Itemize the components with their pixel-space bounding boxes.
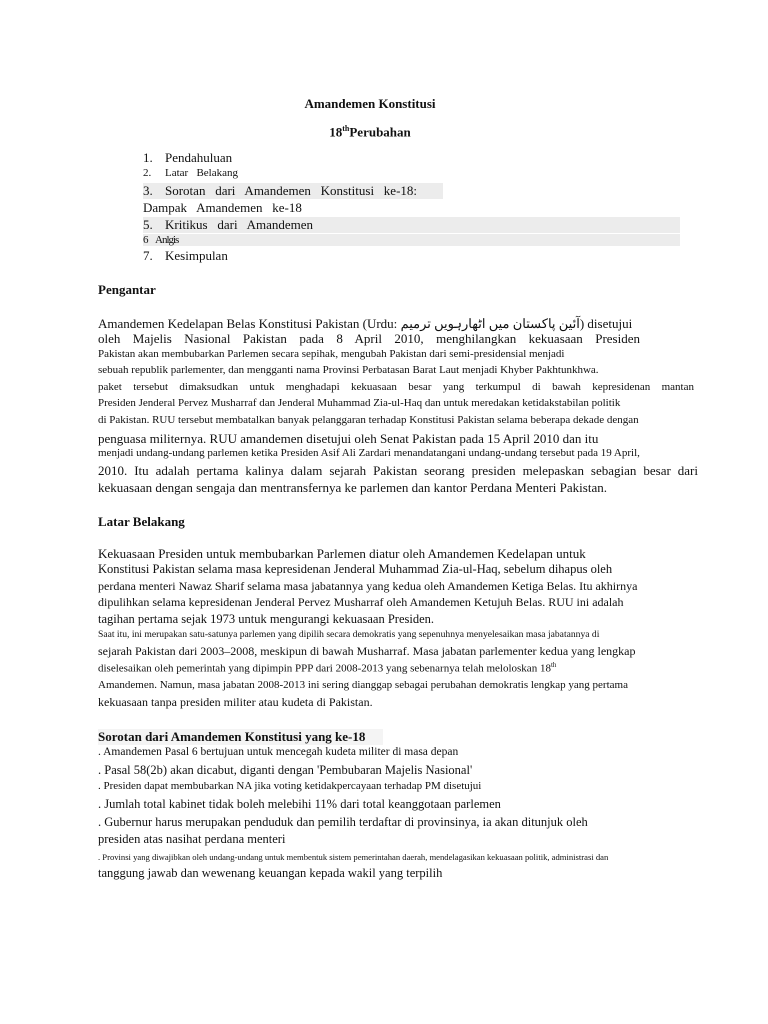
document-title: Amandemen Konstitusi <box>304 96 436 111</box>
list-item: . Presiden dapat membubarkan NA jika voting ketidakpercayaan terhadap PM disetujui <box>98 780 482 792</box>
paragraph-line: kekuasaan dengan sengaja dan mentransfernya ke parlemen dan kantor Perdana Menteri Pakistan. <box>98 480 607 495</box>
list-item: . Pasal 58(2b) akan dicabut, diganti dengan 'Pembubaran Majelis Nasional' <box>98 763 473 777</box>
toc-item: 3. Sorotan dari Amandemen Konstitusi ke-18: <box>143 183 443 199</box>
section-heading-latar-belakang: Latar Belakang <box>98 514 185 529</box>
paragraph-line: kekuasaan tanpa presiden militer atau kudeta di Pakistan. <box>98 695 373 709</box>
toc-item: 5. Kritikus dari Amandemen <box>143 217 680 233</box>
paragraph-line: Saat itu, ini merupakan satu-satunya parlemen yang dipilih secara demokratis yang sepenuhnya menyelesaikan masa jabatannya di <box>98 629 600 640</box>
toc-item: 1. Pendahuluan <box>143 150 233 165</box>
toc-item: 7. Kesimpulan <box>143 248 228 263</box>
section-heading-pengantar: Pengantar <box>98 282 156 297</box>
paragraph-line: Pakistan akan membubarkan Parlemen secara sepihak, mengubah Pakistan dari semi-presidensial menjadi <box>98 348 565 360</box>
list-item: . Amandemen Pasal 6 bertujuan untuk mencegah kudeta militer di masa depan <box>98 746 459 758</box>
paragraph-line: sejarah Pakistan dari 2003–2008, meskipun di bawah Musharraf. Masa jabatan parlementer kedua yang lengkap <box>98 644 636 658</box>
paragraph-line: Amandemen. Namun, masa jabatan 2008-2013 ini sering dianggap sebagai perubahan demokratis lengkap yang pertama <box>98 679 628 691</box>
paragraph-line: tagihan pertama sejak 1973 untuk mengurangi kekuasaan Presiden. <box>98 612 435 626</box>
list-item: tanggung jawab dan wewenang keuangan kepada wakil yang terpilih <box>98 866 443 880</box>
paragraph-line: di Pakistan. RUU tersebut membatalkan banyak pelanggaran terhadap Konstitusi Pakistan selama beberapa dekade dengan <box>98 414 639 426</box>
paragraph-line: diselesaikan oleh pemerintah yang dipimpin PPP dari 2008-2013 yang sebenarnya telah meloloskan 18th <box>98 661 557 675</box>
paragraph-line: sebuah republik parlementer, dan mengganti nama Provinsi Perbatasan Barat Laut menjadi Khyber Pakhtunkhwa. <box>98 364 599 376</box>
paragraph-line: menjadi undang-undang parlemen ketika Presiden Asif Ali Zardari menandatangani undang-undang tersebut pada 19 April, <box>98 447 640 459</box>
document-subtitle: 18thPerubahan <box>329 124 411 140</box>
paragraph-line: dipulihkan selama kepresidenan Jenderal Pervez Musharraf oleh Amandemen Ketujuh Belas. RUU ini adalah <box>98 595 624 609</box>
toc-item: 6 Anlgis <box>143 234 680 246</box>
paragraph-line: penguasa militernya. RUU amandemen disetujui oleh Senat Pakistan pada 15 April 2010 dan itu <box>98 431 599 446</box>
toc-item: 2. Latar Belakang <box>143 167 238 179</box>
paragraph-line: Presiden Jenderal Pervez Musharraf dan Jenderal Muhammad Zia-ul-Haq dan untuk meredakan ketidakstabilan politik <box>98 397 621 409</box>
list-item: . Jumlah total kabinet tidak boleh melebihi 11% dari total keanggotaan parlemen <box>98 797 501 811</box>
paragraph-line: Konstitusi Pakistan selama masa kepresidenan Jenderal Muhammad Zia-ul-Haq, sebelum dihapus oleh <box>98 562 613 576</box>
table-of-contents <box>143 150 683 265</box>
paragraph-line: paket tersebut dimaksudkan untuk menghadapi kekuasaan besar yang terkumpul di bawah kepresidenan mantan <box>98 381 694 393</box>
paragraph-line: perdana menteri Nawaz Sharif selama masa jabatannya yang kedua oleh Amandemen Ketiga Belas. Itu akhirnya <box>98 579 638 593</box>
section-heading-sorotan: Sorotan dari Amandemen Konstitusi yang ke-18 <box>98 729 383 745</box>
toc-item: Dampak Amandemen ke-18 <box>143 200 302 215</box>
paragraph-line: oleh Majelis Nasional Pakistan pada 8 April 2010, menghilangkan kekuasaan Presiden <box>98 331 640 346</box>
list-item: . Provinsi yang diwajibkan oleh undang-undang untuk membentuk sistem pemerintahan daerah, mendelagasikan kekuasaan politik, administrasi dan <box>98 852 609 862</box>
list-item: presiden atas nasihat perdana menteri <box>98 832 286 846</box>
paragraph-line: Amandemen Kedelapan Belas Konstitusi Pakistan (Urdu: آئین پاکستان میں اٹھارہویں ترمیم) disetujui <box>98 316 633 331</box>
paragraph-line: 2010. Itu adalah pertama kalinya dalam sejarah Pakistan seorang presiden melepaskan sebagian besar dari <box>98 463 698 478</box>
paragraph-line: Kekuasaan Presiden untuk membubarkan Parlemen diatur oleh Amandemen Kedelapan untuk <box>98 546 586 561</box>
list-item: . Gubernur harus merupakan penduduk dan pemilih terdaftar di provinsinya, ia akan ditunjuk oleh <box>98 815 588 829</box>
